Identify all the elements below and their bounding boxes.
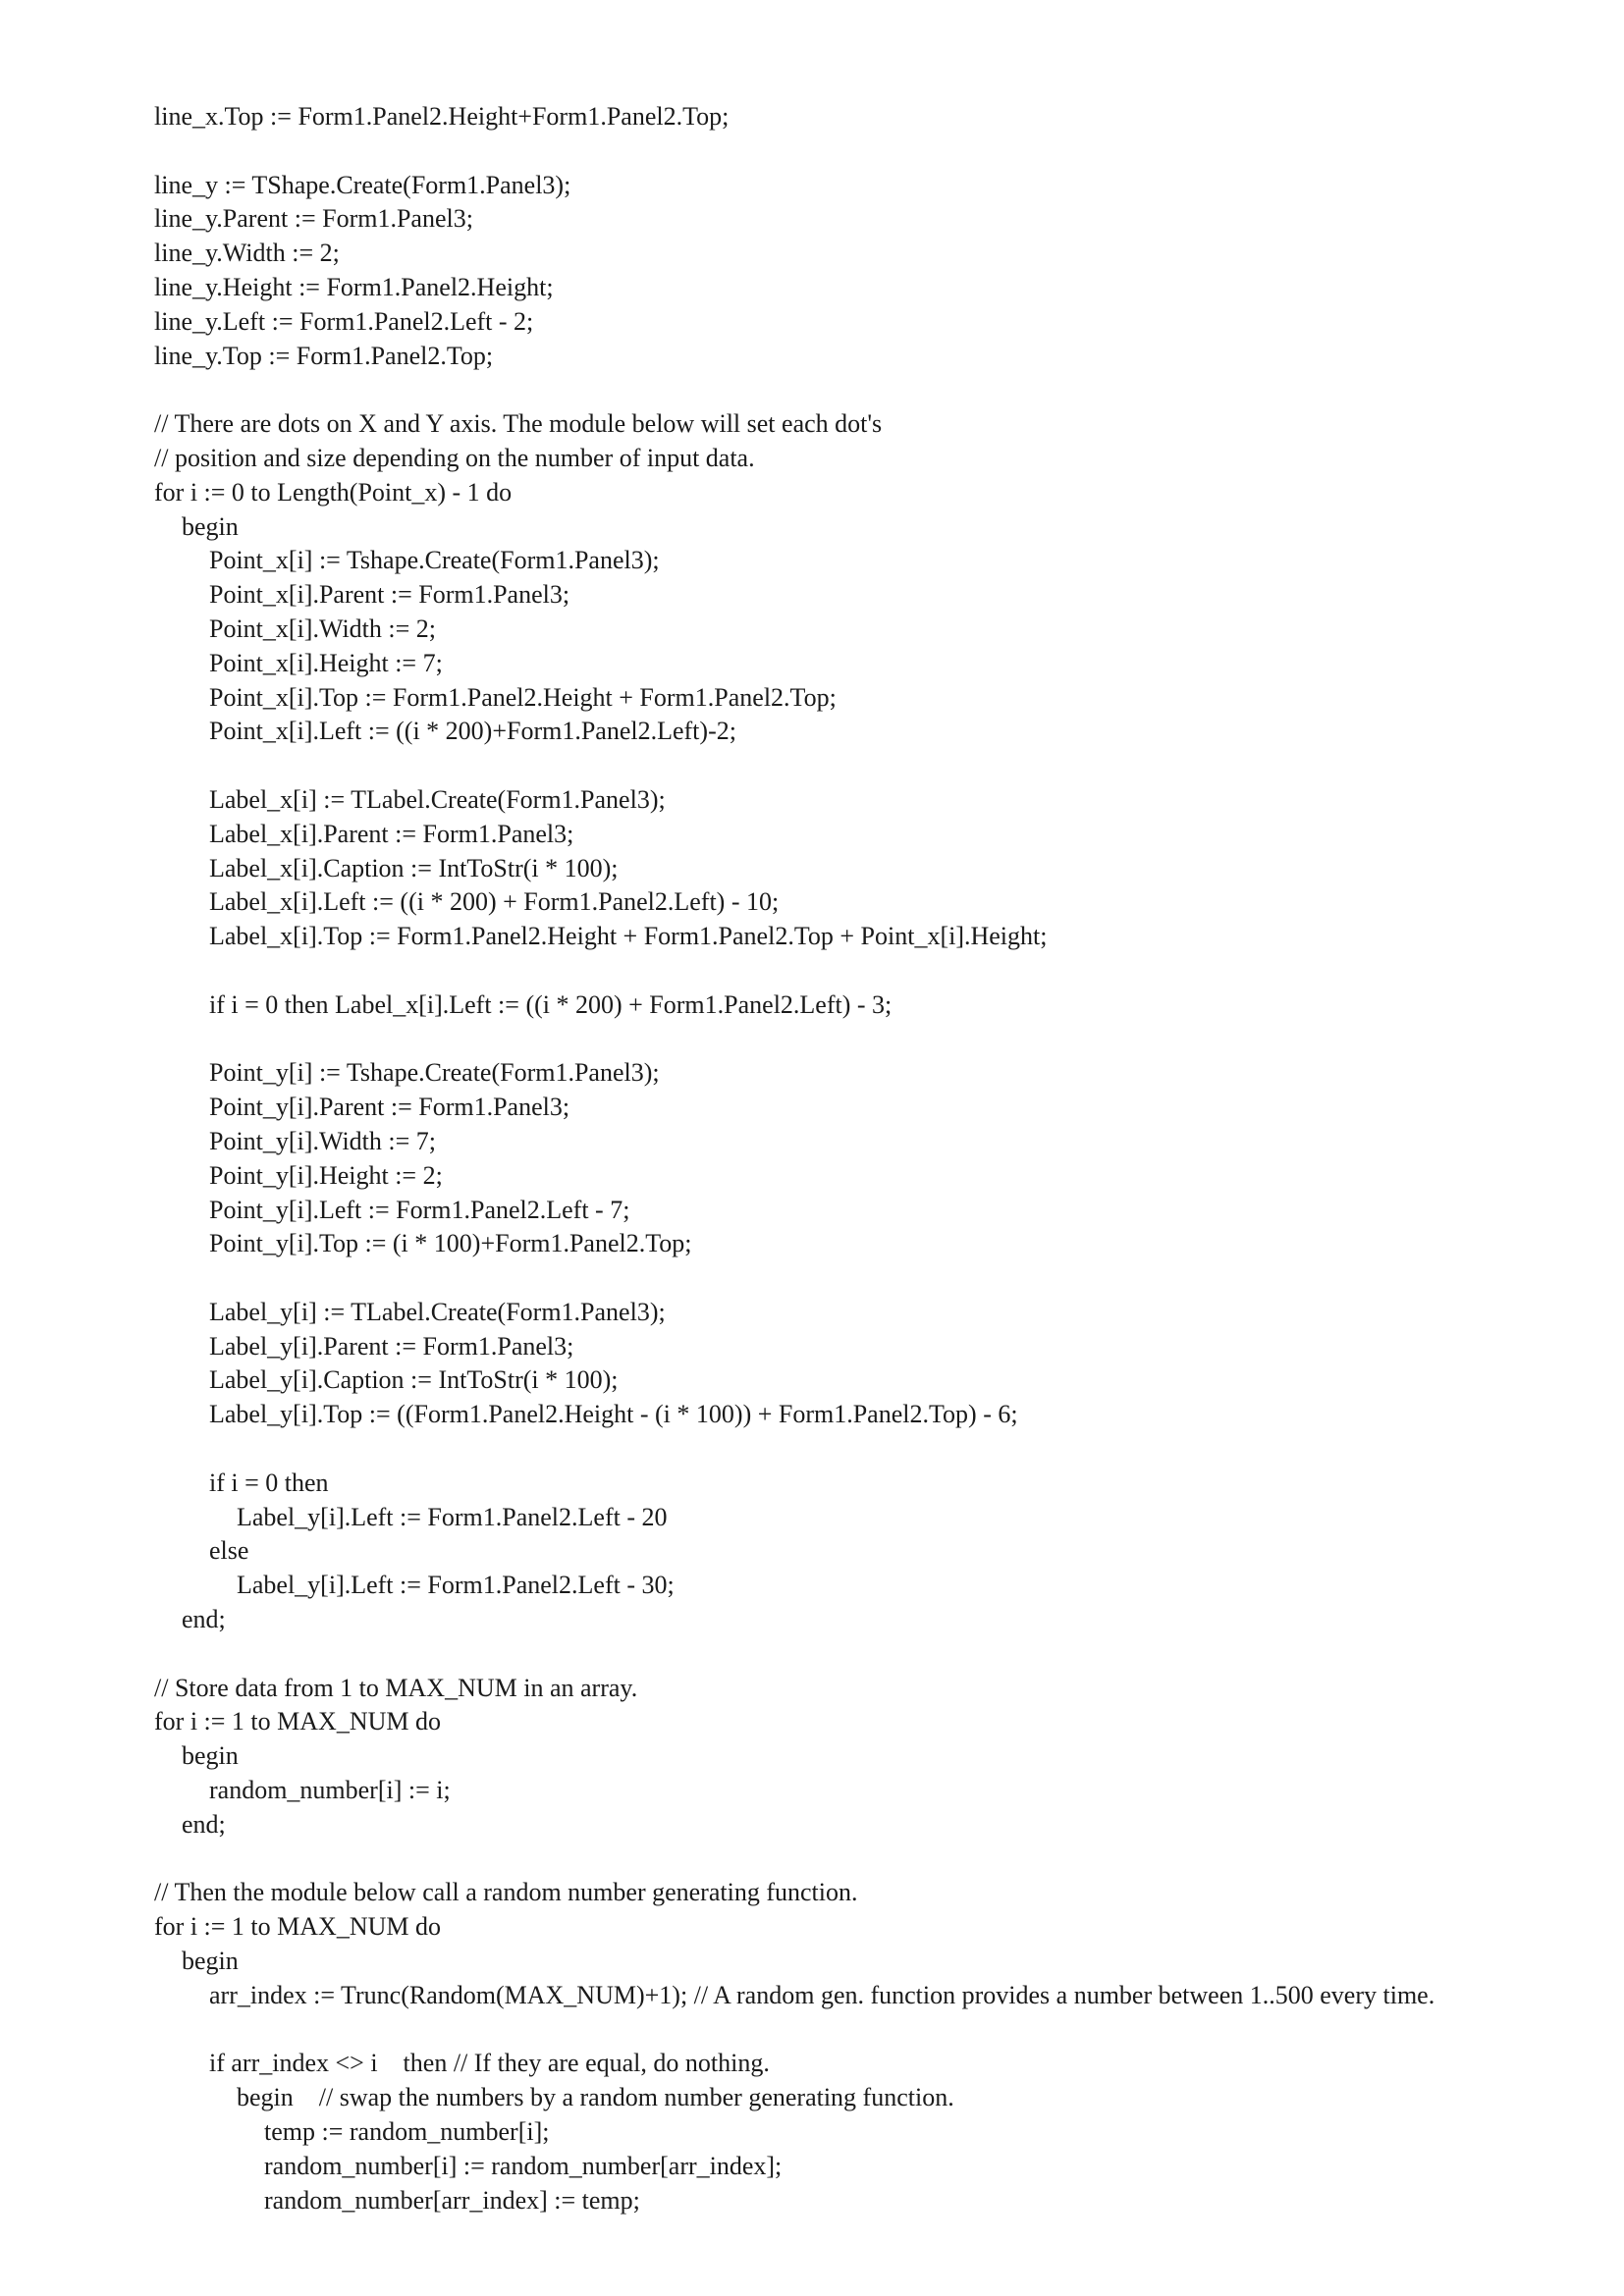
- code-line: random_number[arr_index] := temp;: [264, 2185, 640, 2215]
- code-line: Label_x[i].Caption := IntToStr(i * 100);: [209, 853, 619, 882]
- code-line: line_y.Height := Form1.Panel2.Height;: [154, 272, 554, 301]
- code-line: // position and size depending on the number of input data.: [154, 443, 755, 472]
- code-line: else: [209, 1536, 249, 1566]
- code-line: [154, 134, 1597, 169]
- code-line: Label_y[i].Parent := Form1.Panel3;: [209, 1331, 574, 1361]
- code-line: Point_y[i].Left := Form1.Panel2.Left - 7;: [209, 1195, 630, 1224]
- code-line: [154, 373, 1597, 407]
- code-line: line_y.Left := Form1.Panel2.Left - 2;: [154, 306, 534, 336]
- code-line: [154, 1432, 1597, 1467]
- code-line: Label_x[i] := TLabel.Create(Form1.Panel3);: [209, 784, 666, 814]
- code-line: [154, 1637, 1597, 1672]
- code-line: Point_x[i].Top := Form1.Panel2.Height + Form1.Panel2.Top;: [209, 682, 837, 712]
- code-line: begin // swap the numbers by a random number generating function.: [237, 2083, 954, 2112]
- code-listing: [154, 100, 1597, 2217]
- code-line: [154, 749, 1597, 783]
- code-line: line_y := TShape.Create(Form1.Panel3);: [154, 170, 571, 199]
- code-line: // There are dots on X and Y axis. The module below will set each dot's: [154, 409, 883, 439]
- code-line: Point_x[i].Left := ((i * 200)+Form1.Panel2.Left)-2;: [209, 717, 736, 746]
- code-line: line_y.Width := 2;: [154, 239, 340, 268]
- code-line: begin: [182, 1947, 239, 1976]
- code-line: Point_x[i].Parent := Form1.Panel3;: [209, 580, 570, 610]
- code-line: Label_y[i].Left := Form1.Panel2.Left - 20: [237, 1502, 668, 1531]
- code-line: Point_y[i] := Tshape.Create(Form1.Panel3);: [209, 1058, 660, 1088]
- code-line: Label_y[i].Left := Form1.Panel2.Left - 30;: [237, 1571, 675, 1600]
- code-line: Point_x[i] := Tshape.Create(Form1.Panel3);: [209, 546, 660, 575]
- code-line: line_x.Top := Form1.Panel2.Height+Form1.Panel2.Top;: [154, 102, 730, 131]
- code-line: if i = 0 then Label_x[i].Left := ((i * 200) + Form1.Panel2.Left) - 3;: [209, 989, 893, 1019]
- code-line: random_number[i] := random_number[arr_index];: [264, 2151, 783, 2180]
- code-line: Label_y[i] := TLabel.Create(Form1.Panel3);: [209, 1297, 666, 1326]
- code-line: Label_x[i].Top := Form1.Panel2.Height + Form1.Panel2.Top + Point_x[i].Height;: [209, 922, 1048, 951]
- code-line: [154, 954, 1597, 988]
- code-line: Point_y[i].Width := 7;: [209, 1126, 437, 1155]
- code-line: // Then the module below call a random number generating function.: [154, 1878, 858, 1907]
- code-line: [154, 1261, 1597, 1296]
- code-line: end;: [182, 1605, 226, 1634]
- code-line: Label_x[i].Parent := Form1.Panel3;: [209, 819, 574, 848]
- code-line: if arr_index <> i then // If they are equal, do nothing.: [209, 2049, 770, 2078]
- code-line: [154, 1842, 1597, 1877]
- code-line: arr_index := Trunc(Random(MAX_NUM)+1); // A random gen. function provides a number between 1..500 every time.: [209, 1980, 1435, 2009]
- code-line: begin: [182, 1741, 239, 1771]
- code-line: line_y.Top := Form1.Panel2.Top;: [154, 341, 494, 370]
- code-line: Point_y[i].Top := (i * 100)+Form1.Panel2.Top;: [209, 1229, 692, 1258]
- code-line: for i := 1 to MAX_NUM do: [154, 1707, 441, 1736]
- code-line: for i := 1 to MAX_NUM do: [154, 1912, 441, 1942]
- code-line: Point_x[i].Width := 2;: [209, 614, 437, 643]
- code-line: Point_y[i].Height := 2;: [209, 1160, 443, 1190]
- code-line: end;: [182, 1809, 226, 1839]
- code-line: Point_x[i].Height := 7;: [209, 648, 443, 677]
- code-line: temp := random_number[i];: [264, 2117, 550, 2147]
- code-line: Label_y[i].Top := ((Form1.Panel2.Height - (i * 100)) + Form1.Panel2.Top) - 6;: [209, 1400, 1018, 1429]
- code-line: Label_x[i].Left := ((i * 200) + Form1.Panel2.Left) - 10;: [209, 887, 780, 917]
- code-line: Point_y[i].Parent := Form1.Panel3;: [209, 1093, 570, 1122]
- code-line: Label_y[i].Caption := IntToStr(i * 100);: [209, 1365, 619, 1395]
- code-line: line_y.Parent := Form1.Panel3;: [154, 204, 473, 234]
- code-line: [154, 2013, 1597, 2048]
- code-line: [154, 1023, 1597, 1057]
- code-line: for i := 0 to Length(Point_x) - 1 do: [154, 477, 513, 507]
- code-line: if i = 0 then: [209, 1468, 329, 1497]
- code-line: // Store data from 1 to MAX_NUM in an array.: [154, 1673, 638, 1702]
- code-line: random_number[i] := i;: [209, 1776, 451, 1805]
- code-line: begin: [182, 511, 239, 541]
